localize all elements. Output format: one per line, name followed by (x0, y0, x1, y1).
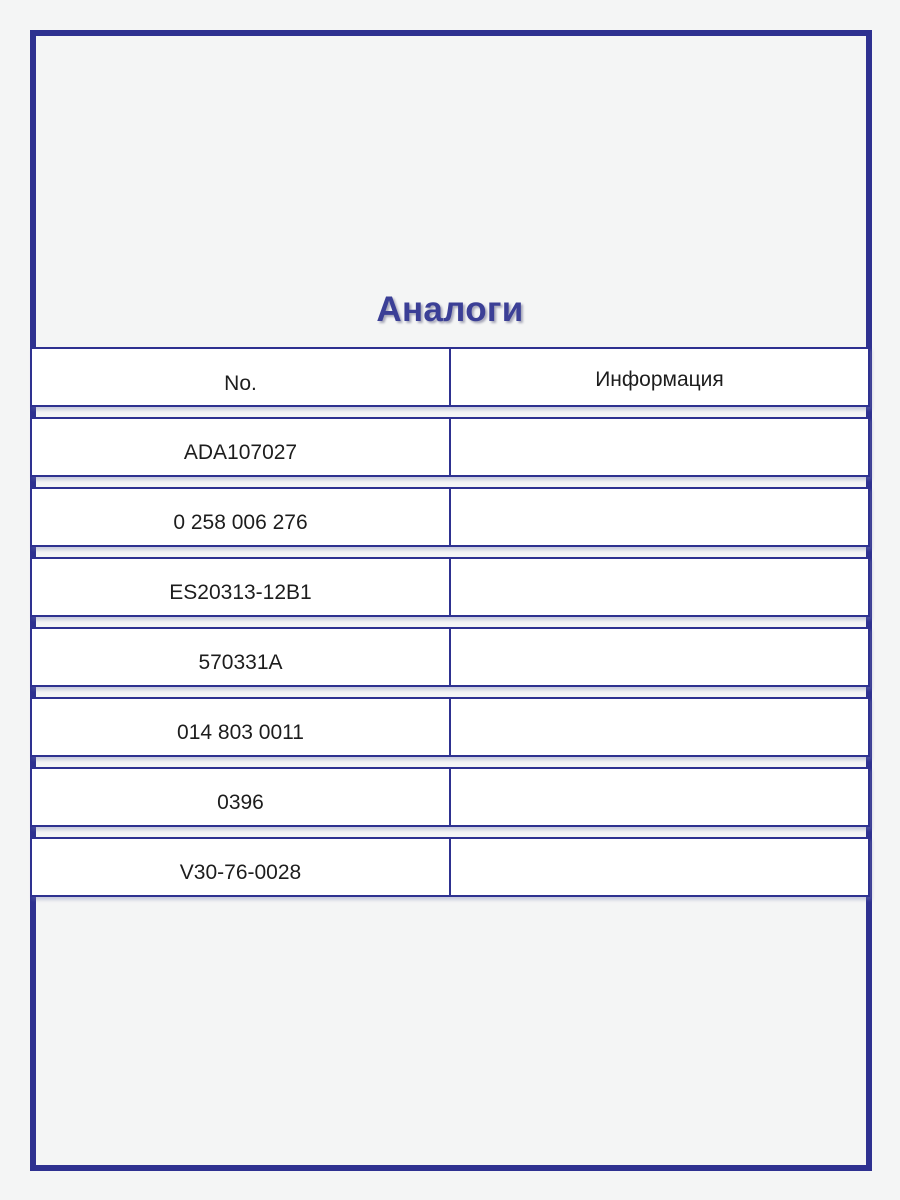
table-header-row (30, 347, 870, 407)
part-number-cell: V30-76-0028 (32, 839, 451, 895)
info-cell (451, 419, 868, 475)
part-number-cell: 0396 (32, 769, 451, 825)
part-number-cell: 014 803 0011 (32, 699, 451, 755)
page-title: Аналоги (376, 290, 524, 329)
info-cell (451, 839, 868, 895)
table-row (30, 697, 870, 757)
info-cell (451, 769, 868, 825)
info-cell (451, 699, 868, 755)
info-cell (451, 489, 868, 545)
table-row (30, 417, 870, 477)
table-row (30, 557, 870, 617)
part-number-cell: ADA107027 (32, 419, 451, 475)
part-number-cell: 570331A (32, 629, 451, 685)
table-row (30, 767, 870, 827)
part-number-cell: 0 258 006 276 (32, 489, 451, 545)
info-cell (451, 559, 868, 615)
table-row (30, 487, 870, 547)
info-cell (451, 629, 868, 685)
part-number-cell: ES20313-12B1 (32, 559, 451, 615)
table-row (30, 627, 870, 687)
column-header-no: No. (32, 349, 451, 405)
table-row (30, 837, 870, 897)
column-header-info: Информация (595, 368, 724, 391)
